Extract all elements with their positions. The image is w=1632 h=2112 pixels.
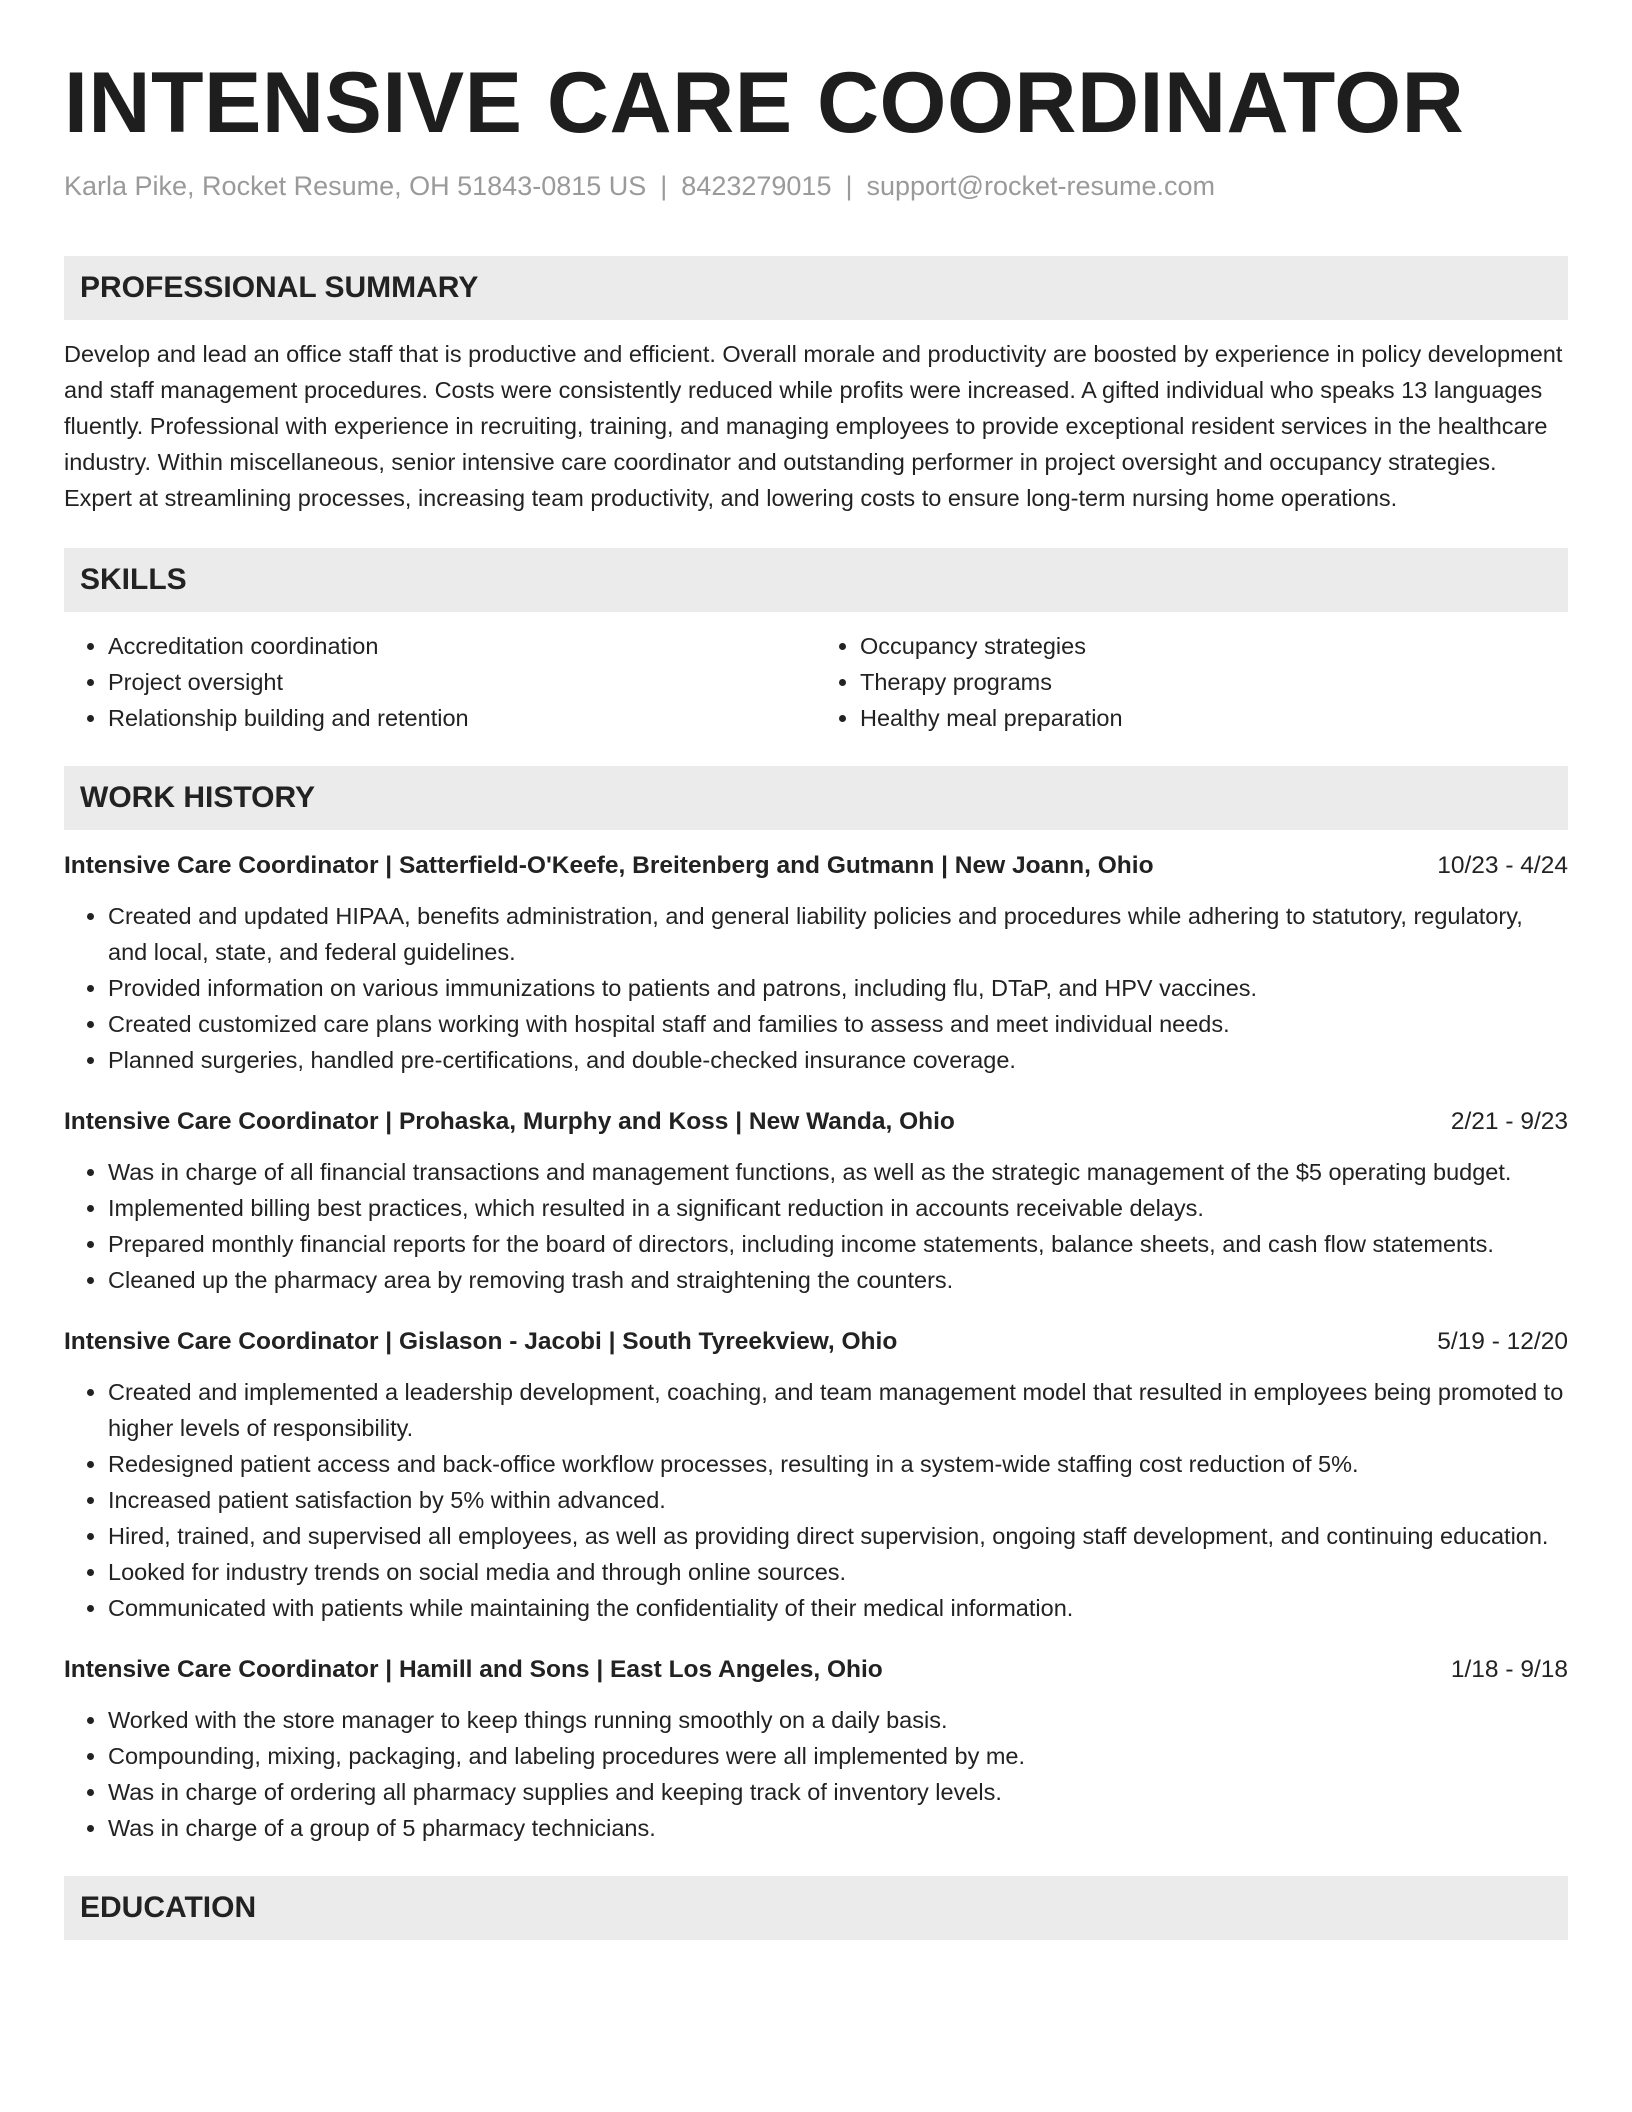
job-bullet: • Was in charge of all financial transactions and management functions, as well as the strategic management of the $5 operating budget.	[108, 1154, 1568, 1190]
summary-text: Develop and lead an office staff that is productive and efficient. Overall morale and productivity are boosted by experience in policy development and staff management procedures. Costs were consistently reduced while profits were increased. A gifted individual who speaks 13 languages fluently. Professional with experience in recruiting, training, and managing employees to provide exceptional resident services in the healthcare industry. Within miscellaneous, senior intensive care coordinator and outstanding performer in project oversight and occupancy strategies. Expert at streamlining processes, increasing team productivity, and lowering costs to ensure long-term nursing home operations.	[64, 340, 1563, 511]
job-title: Intensive Care Coordinator | Gislason - Jacobi | South Tyreekview, Ohio	[64, 1327, 898, 1355]
job-dates: 2/21 - 9/23	[1450, 1107, 1568, 1135]
skill-item: • Accreditation coordination	[108, 628, 816, 664]
job-entry	[64, 1104, 1568, 1298]
job-bullet: • Looked for industry trends on social media and through online sources.	[108, 1554, 1568, 1590]
job-bullet: • Created customized care plans working with hospital staff and families to assess and meet individual needs.	[108, 1006, 1568, 1042]
job-bullet: • Communicated with patients while maintaining the confidentiality of their medical information.	[108, 1590, 1568, 1626]
section-header-education: EDUCATION	[64, 1876, 1568, 1940]
job-dates: 10/23 - 4/24	[1437, 851, 1568, 879]
job-dates: 5/19 - 12/20	[1437, 1327, 1568, 1355]
job-title: Intensive Care Coordinator | Hamill and Sons | East Los Angeles, Ohio	[64, 1655, 883, 1683]
job-bullet: • Was in charge of a group of 5 pharmacy technicians.	[108, 1810, 1568, 1846]
job-bullet: • Hired, trained, and supervised all employees, as well as providing direct supervision, ongoing staff development, and continuing education.	[108, 1518, 1568, 1554]
job-bullet: • Increased patient satisfaction by 5% within advanced.	[108, 1482, 1568, 1518]
skills-column-right	[816, 628, 1568, 736]
contact-separator: |	[845, 170, 853, 201]
job-dates: 1/18 - 9/18	[1450, 1655, 1568, 1683]
contact-separator: |	[660, 170, 668, 201]
contact-phone: 8423279015	[681, 170, 832, 201]
job-bullet: • Compounding, mixing, packaging, and labeling procedures were all implemented by me.	[108, 1738, 1568, 1774]
job-bullets	[64, 1374, 1568, 1626]
section-header-summary: PROFESSIONAL SUMMARY	[64, 256, 1568, 320]
job-bullet: • Created and implemented a leadership development, coaching, and team management model that resulted in employees being promoted to higher levels of responsibility.	[108, 1374, 1568, 1446]
section-header-work-history: WORK HISTORY	[64, 766, 1568, 830]
job-bullet: • Provided information on various immunizations to patients and patrons, including flu, DTaP, and HPV vaccines.	[108, 970, 1568, 1006]
job-entry	[64, 848, 1568, 1078]
skill-item: • Occupancy strategies	[860, 628, 1568, 664]
skill-item: • Project oversight	[108, 664, 816, 700]
page-title: INTENSIVE CARE COORDINATOR	[64, 55, 1465, 151]
job-bullet: • Worked with the store manager to keep things running smoothly on a daily basis.	[108, 1702, 1568, 1738]
job-bullet: • Was in charge of ordering all pharmacy supplies and keeping track of inventory levels.	[108, 1774, 1568, 1810]
job-bullet: • Cleaned up the pharmacy area by removing trash and straightening the counters.	[108, 1262, 1568, 1298]
skill-item: • Relationship building and retention	[108, 700, 816, 736]
skills-column-left	[64, 628, 816, 736]
contact-line	[64, 169, 1568, 204]
skill-item: • Healthy meal preparation	[860, 700, 1568, 736]
job-header	[64, 1324, 1568, 1360]
skill-item: • Therapy programs	[860, 664, 1568, 700]
job-bullets	[64, 898, 1568, 1078]
job-title: Intensive Care Coordinator | Prohaska, Murphy and Koss | New Wanda, Ohio	[64, 1107, 955, 1135]
job-bullet: • Created and updated HIPAA, benefits administration, and general liability policies and procedures while adhering to statutory, regulatory, and local, state, and federal guidelines.	[108, 898, 1568, 970]
job-bullet: • Planned surgeries, handled pre-certifications, and double-checked insurance coverage.	[108, 1042, 1568, 1078]
job-header	[64, 848, 1568, 884]
job-entry	[64, 1324, 1568, 1626]
section-header-skills: SKILLS	[64, 548, 1568, 612]
job-entry	[64, 1652, 1568, 1846]
job-bullet: • Redesigned patient access and back-office workflow processes, resulting in a system-wide staffing cost reduction of 5%.	[108, 1446, 1568, 1482]
skills-list	[64, 628, 1568, 736]
job-title: Intensive Care Coordinator | Satterfield-O'Keefe, Breitenberg and Gutmann | New Joann, Ohio	[64, 851, 1154, 879]
contact-address: Karla Pike, Rocket Resume, OH 51843-0815 US	[64, 170, 647, 201]
job-header	[64, 1652, 1568, 1688]
contact-email: support@rocket-resume.com	[866, 170, 1216, 201]
job-header	[64, 1104, 1568, 1140]
job-bullets	[64, 1702, 1568, 1846]
job-bullet: • Implemented billing best practices, which resulted in a significant reduction in accounts receivable delays.	[108, 1190, 1568, 1226]
job-bullet: • Prepared monthly financial reports for the board of directors, including income statements, balance sheets, and cash flow statements.	[108, 1226, 1568, 1262]
job-bullets	[64, 1154, 1568, 1298]
